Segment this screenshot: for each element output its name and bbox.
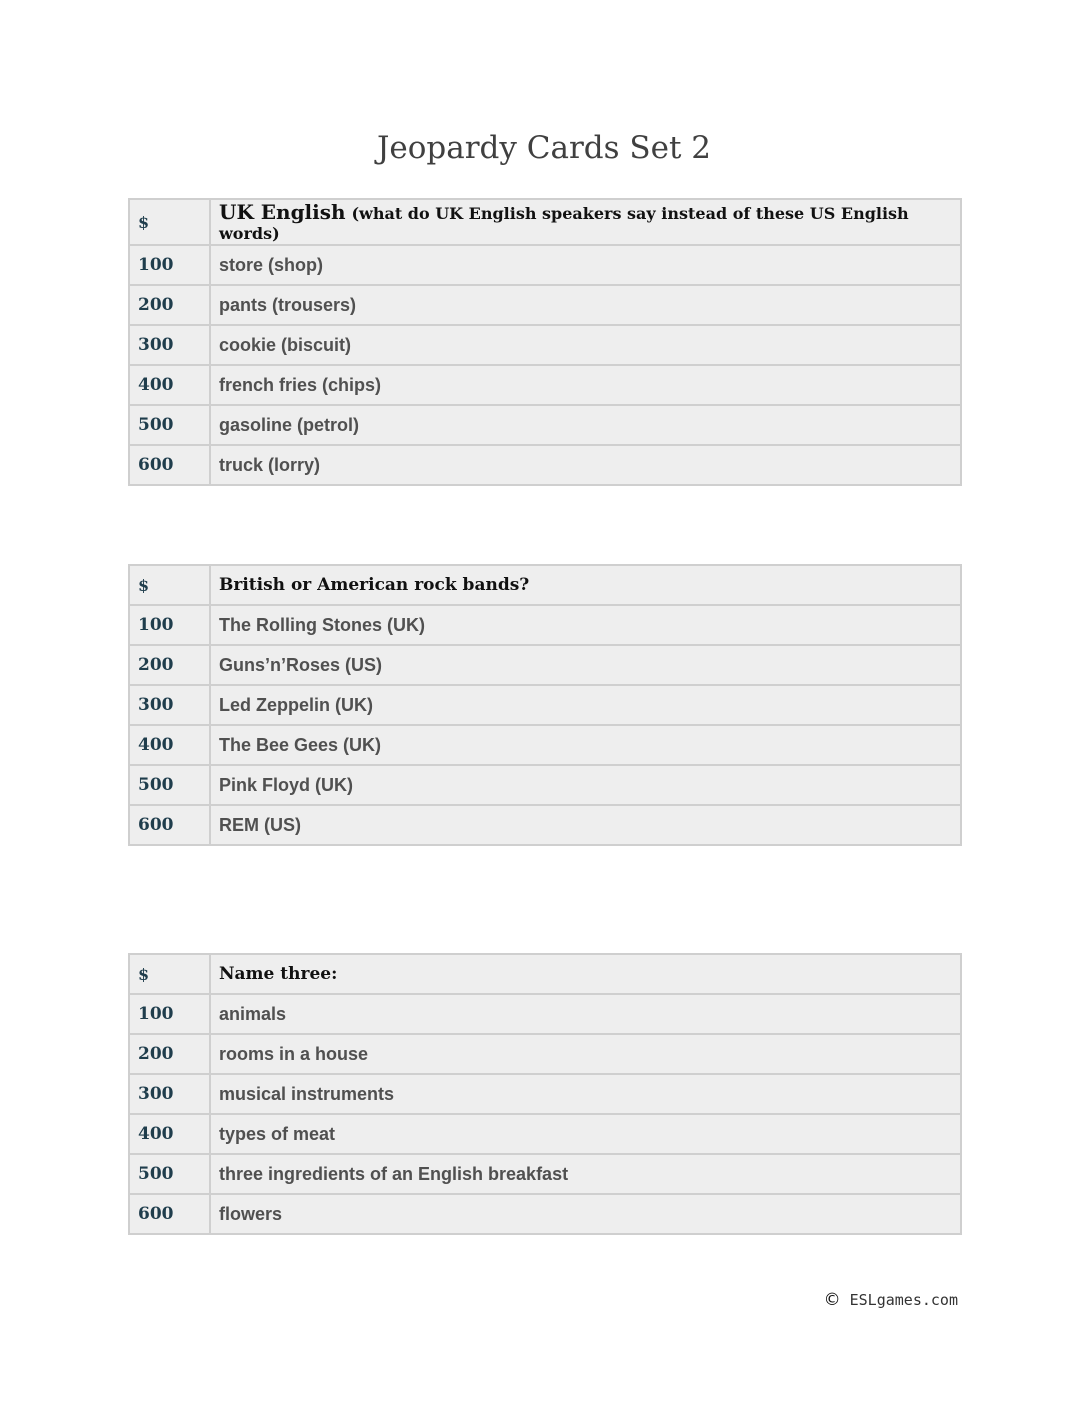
point-value: 200 (129, 645, 210, 685)
dollar-header: $ (129, 954, 210, 994)
table-row (129, 725, 961, 765)
point-value: 100 (129, 994, 210, 1034)
table-row (129, 1154, 961, 1194)
table-row (129, 685, 961, 725)
table-row (129, 645, 961, 685)
point-value: 400 (129, 365, 210, 405)
table-header-row (129, 565, 961, 605)
table-row (129, 445, 961, 485)
point-value: 100 (129, 245, 210, 285)
point-value: 300 (129, 1074, 210, 1114)
clue-text: store (shop) (210, 245, 961, 285)
clue-text: french fries (chips) (210, 365, 961, 405)
dollar-header: $ (129, 199, 210, 245)
clue-text: musical instruments (210, 1074, 961, 1114)
point-value: 100 (129, 605, 210, 645)
clue-text: The Bee Gees (UK) (210, 725, 961, 765)
point-value: 600 (129, 445, 210, 485)
table-row (129, 1114, 961, 1154)
category-header (210, 199, 961, 245)
clue-text: The Rolling Stones (UK) (210, 605, 961, 645)
table-row (129, 1074, 961, 1114)
clue-text: gasoline (petrol) (210, 405, 961, 445)
table-header-row (129, 199, 961, 245)
point-value: 500 (129, 405, 210, 445)
point-value: 500 (129, 765, 210, 805)
clue-text: cookie (biscuit) (210, 325, 961, 365)
clue-text: types of meat (210, 1114, 961, 1154)
table-row (129, 245, 961, 285)
table-row (129, 805, 961, 845)
point-value: 600 (129, 805, 210, 845)
copyright-icon: © (823, 1290, 841, 1310)
page-title: Jeopardy Cards Set 2 (376, 130, 712, 166)
clue-text: rooms in a house (210, 1034, 961, 1074)
clue-text: Pink Floyd (UK) (210, 765, 961, 805)
table-header-row (129, 954, 961, 994)
table-row (129, 765, 961, 805)
table-row (129, 1034, 961, 1074)
clue-text: animals (210, 994, 961, 1034)
jeopardy-table-uk-english (128, 198, 962, 486)
category-title: UK English (219, 200, 346, 224)
table-row (129, 365, 961, 405)
category-title: British or American rock bands? (219, 575, 530, 595)
point-value: 400 (129, 725, 210, 765)
copyright-footer (824, 1290, 958, 1310)
clue-text: Led Zeppelin (UK) (210, 685, 961, 725)
table-row (129, 325, 961, 365)
table-row (129, 1194, 961, 1234)
dollar-header: $ (129, 565, 210, 605)
clue-text: Guns’n’Roses (US) (210, 645, 961, 685)
clue-text: REM (US) (210, 805, 961, 845)
point-value: 400 (129, 1114, 210, 1154)
category-header (210, 954, 961, 994)
category-subtitle: (what do UK English speakers say instead of these US English words) (219, 204, 909, 243)
point-value: 500 (129, 1154, 210, 1194)
site-name: ESLgames.com (849, 1291, 958, 1309)
clue-text: truck (lorry) (210, 445, 961, 485)
point-value: 300 (129, 325, 210, 365)
point-value: 300 (129, 685, 210, 725)
jeopardy-table-name-three (128, 953, 962, 1235)
clue-text: three ingredients of an English breakfast (210, 1154, 961, 1194)
category-header (210, 565, 961, 605)
table-row (129, 994, 961, 1034)
point-value: 600 (129, 1194, 210, 1234)
point-value: 200 (129, 1034, 210, 1074)
table-row (129, 405, 961, 445)
category-title: Name three: (219, 964, 338, 984)
clue-text: pants (trousers) (210, 285, 961, 325)
point-value: 200 (129, 285, 210, 325)
table-row (129, 605, 961, 645)
table-row (129, 285, 961, 325)
clue-text: flowers (210, 1194, 961, 1234)
jeopardy-table-rock-bands (128, 564, 962, 846)
